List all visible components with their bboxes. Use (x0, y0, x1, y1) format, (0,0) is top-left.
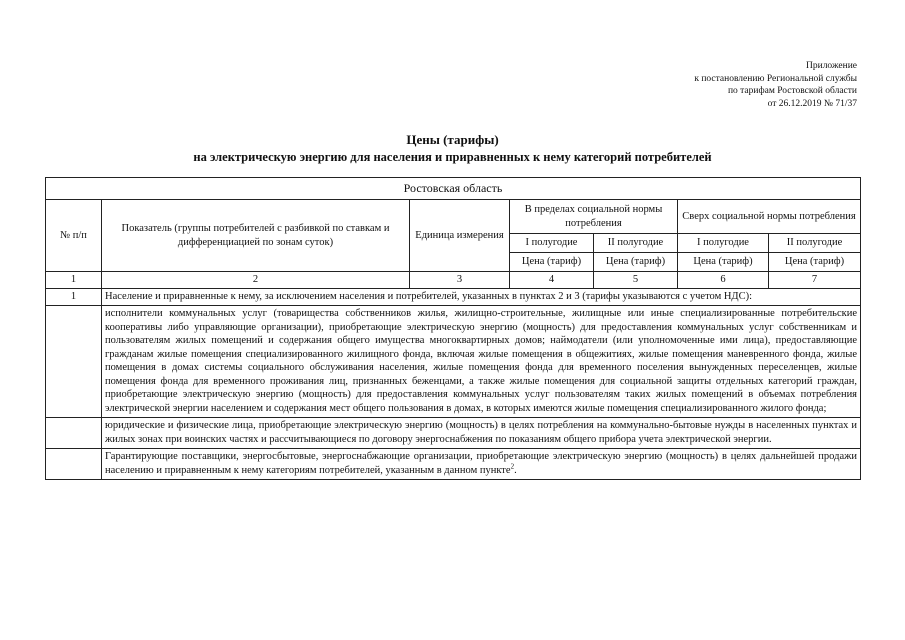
row-text-end: . (514, 464, 517, 476)
header-above-norm: Сверх социальной нормы потребления (678, 200, 861, 234)
document-subtitle: на электрическую энергию для населения и приравненных к нему категорий потребителей (193, 150, 712, 164)
header-price: Цена (тариф) (678, 253, 769, 272)
row-text-body: Гарантирующие поставщики, энергосбытовые, энергоснабжающие организации, приобретающие электрическую энергию (мощность) в целях дальнейшей продажи населению и приравненным к нему категориям потребителей, указанным в данном пункте (105, 451, 858, 476)
region-header: Ростовская область (46, 178, 861, 200)
header-price: Цена (тариф) (594, 253, 678, 272)
column-number-row (46, 272, 861, 289)
table-row (46, 306, 861, 418)
column-number: 1 (46, 272, 102, 289)
row-number: 1 (46, 288, 102, 306)
row-number (46, 418, 102, 449)
table-row (46, 288, 861, 306)
header-half-year: I полугодие (678, 234, 769, 253)
header-half-year: II полугодие (769, 234, 861, 253)
row-text (102, 449, 861, 480)
column-number: 7 (769, 272, 861, 289)
header-half-year: II полугодие (594, 234, 678, 253)
header-within-norm: В пределах социальной нормы потребления (510, 200, 678, 234)
header-num: № п/п (46, 200, 102, 272)
appendix-line: от 26.12.2019 № 71/37 (767, 98, 857, 109)
table-row (46, 449, 861, 480)
header-indicator: Показатель (группы потребителей с разбивкой по ставкам и дифференциацией по зонам суток) (102, 200, 410, 272)
row-text: Население и приравненные к нему, за исключением населения и потребителей, указанных в пунктах 2 и 3 (тарифы указываются с учетом НДС): (102, 288, 861, 306)
header-half-year: I полугодие (510, 234, 594, 253)
document-title: Цены (тарифы) (406, 132, 499, 147)
table-row (46, 418, 861, 449)
footnote-marker: 2 (510, 462, 515, 470)
column-number: 4 (510, 272, 594, 289)
appendix-line: Приложение (806, 61, 857, 71)
column-number: 3 (410, 272, 510, 289)
appendix-line: к постановлению Региональной службы (694, 73, 857, 84)
header-unit: Единица измерения (410, 200, 510, 272)
appendix-block (694, 60, 857, 110)
tariff-table (45, 177, 861, 480)
row-number (46, 306, 102, 418)
header-price: Цена (тариф) (510, 253, 594, 272)
column-number: 6 (678, 272, 769, 289)
appendix-line: по тарифам Ростовской области (727, 86, 857, 96)
header-price: Цена (тариф) (769, 253, 861, 272)
row-text: исполнители коммунальных услуг (товарищества собственников жилья, жилищно-строительные, жилищные или иные специализированные потребительские кооперативы либо управляющие организации), приобретающие электрическую энергию (мощность) для предоставления коммунальных услуг собственникам и пользователям жилых помещений и содержания общего имущества многоквартирных домов; наймодатели (или уполномоченные ими лица), предоставляющие гражданам жилые помещения специализированного жилищного фонда, включая жилые помещения в общежитиях, жилые помещения маневренного фонда, жилые помещения в домах системы социального обслуживания населения, жилые помещения фонда для временного поселения вынужденных переселенцев, жилые помещения фонда для временного проживания лиц, признанных беженцами, а также жилые помещения для социальной защиты отдельных категорий граждан, приобретающие электрическую энергию (мощность) для предоставления коммунальных услуг пользователям таких жилых помещений в объемах потребления электрической энергии населением и содержания мест общего пользования в домах, в которых имеются жилые помещения специализированного жилого фонда; (102, 306, 861, 418)
row-number (46, 449, 102, 480)
row-text: юридические и физические лица, приобретающие электрическую энергию (мощность) в целях потребления на коммунально-бытовые нужды в населенных пунктах и жилых зонах при воинских частях и рассчитывающиеся по договору энергоснабжения по показаниям общего прибора учета электрической энергии. (102, 418, 861, 449)
column-number: 2 (102, 272, 410, 289)
column-number: 5 (594, 272, 678, 289)
